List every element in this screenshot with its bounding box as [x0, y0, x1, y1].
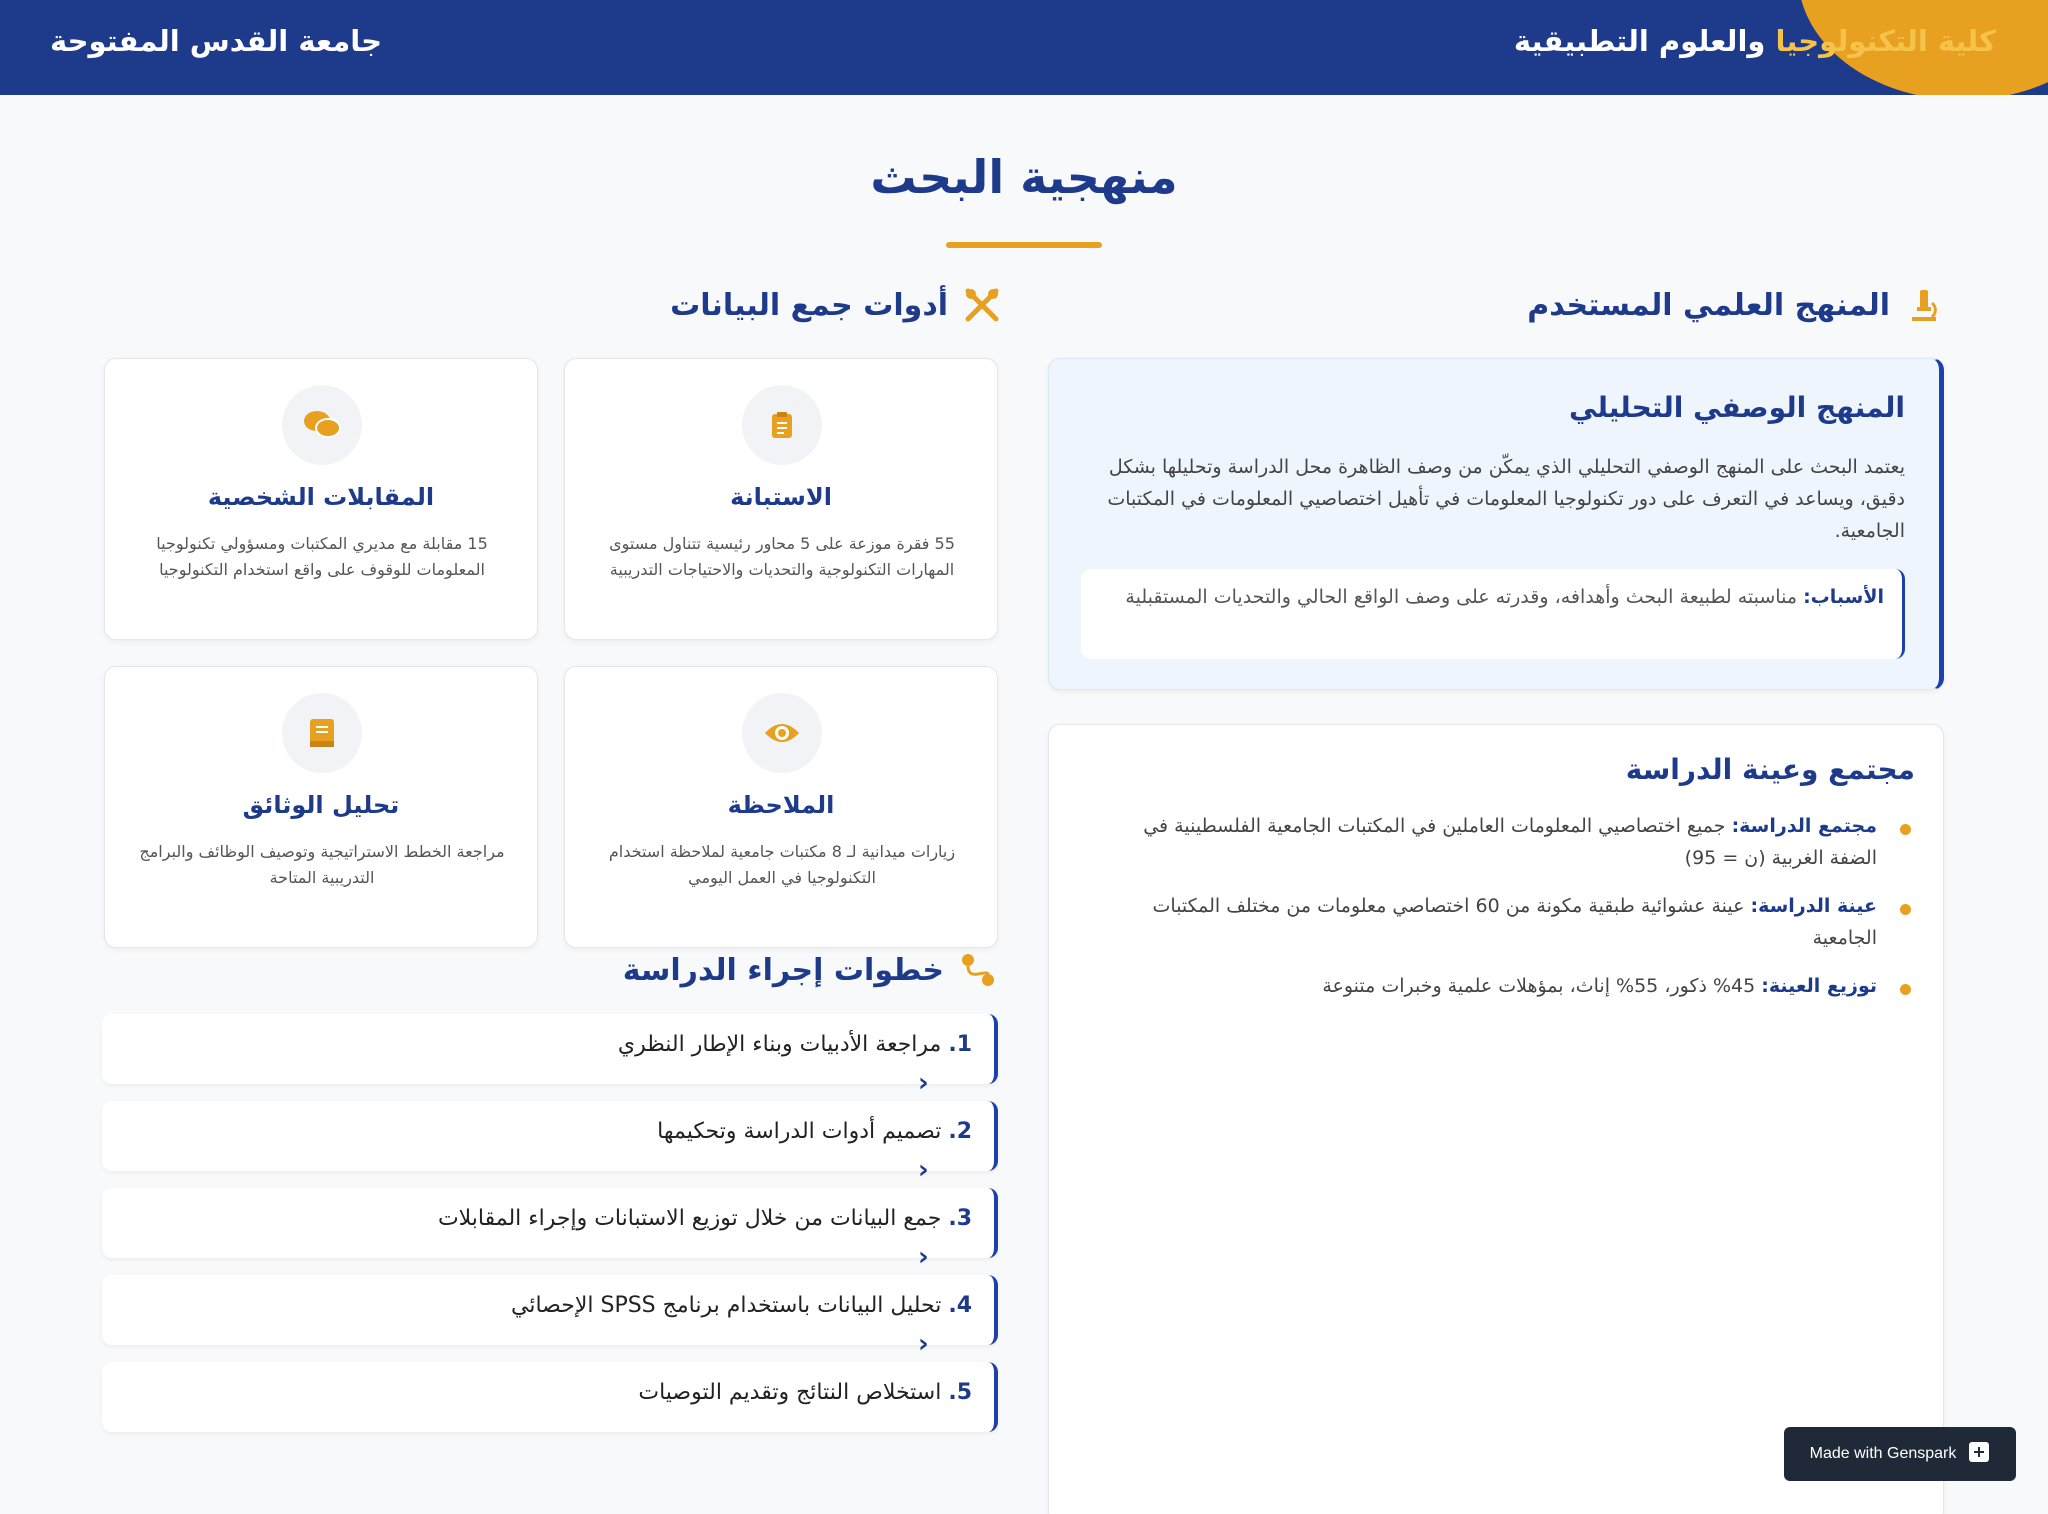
tool-title: المقابلات الشخصية	[207, 483, 435, 511]
reasons-label: الأسباب:	[1803, 586, 1884, 608]
item-label: توزيع العينة:	[1761, 975, 1877, 997]
step-text-wrap	[438, 1206, 972, 1231]
made-with-genspark-badge[interactable]	[1784, 1427, 2016, 1481]
chevron-down-icon: ‹	[918, 1242, 929, 1272]
methodology-section-title: المنهج العلمي المستخدم	[1527, 287, 1890, 323]
steps-section-heading	[623, 950, 998, 990]
step-text: مراجعة الأدبيات وبناء الإطار النظري	[617, 1032, 942, 1057]
step-number: 4.	[948, 1293, 972, 1318]
tools-section-heading	[670, 285, 1002, 325]
step-item-3	[102, 1188, 998, 1258]
tool-description: 55 فقرة موزعة على 5 محاور رئيسية تتناول مستوى المهارات التكنولوجية والتحديات والاحتياجات التدريبية	[609, 534, 955, 579]
population-list	[1105, 810, 1915, 1018]
step-number: 5.	[948, 1380, 972, 1405]
chevron-down-icon: ‹	[918, 1068, 929, 1098]
methodology-card	[1048, 358, 1944, 690]
tool-description: مراجعة الخطط الاستراتيجية وتوصيف الوظائف والبرامج التدريبية المتاحة	[139, 842, 505, 887]
top-header	[0, 0, 2048, 95]
step-text-wrap	[511, 1293, 972, 1318]
steps-section-title: خطوات إجراء الدراسة	[622, 952, 944, 988]
item-label: مجتمع الدراسة:	[1731, 815, 1877, 837]
methodology-description: يعتمد البحث على المنهج الوصفي التحليلي الذي يمكّن من وصف الظاهرة محل الدراسة وتحليلها بشكل دقيق، ويساعد في التعرف على دور تكنولوجيا المعلومات في تأهيل اختصاصيي المعلومات في المكتبات الجامعية.	[1107, 456, 1905, 542]
list-item	[1105, 890, 1915, 954]
step-item-1	[102, 1014, 998, 1084]
step-number: 3.	[948, 1206, 972, 1231]
tool-description: زيارات ميدانية لـ 8 مكتبات جامعية لملاحظة استخدام التكنولوجيا في العمل اليومي	[608, 842, 956, 887]
tool-card-questionnaire	[564, 358, 998, 640]
step-text: تصميم أدوات الدراسة وتحكيمها	[657, 1119, 942, 1144]
eye-icon	[742, 693, 822, 773]
step-item-5	[102, 1362, 998, 1432]
badge-label: Made with Genspark	[1809, 1445, 1957, 1462]
college-title	[1514, 24, 1996, 58]
tool-title: تحليل الوثائق	[242, 791, 400, 819]
item-text: 45% ذكور، 55% إناث، بمؤهلات علمية وخبرات متنوعة	[1322, 975, 1756, 997]
chevron-down-icon: ‹	[918, 1329, 929, 1359]
page-title: منهجية البحث	[870, 150, 1178, 204]
tool-title: الاستبانة	[730, 483, 832, 511]
tool-card-interviews	[104, 358, 538, 640]
chevron-down-icon: ‹	[918, 1155, 929, 1185]
genspark-icon	[1968, 1441, 1990, 1468]
step-number: 2.	[948, 1119, 972, 1144]
methodology-card-title: المنهج الوصفي التحليلي	[1568, 391, 1905, 424]
list-item	[1105, 970, 1915, 1002]
list-item	[1105, 810, 1915, 874]
reasons-text: مناسبته لطبيعة البحث وأهدافه، وقدرته على وصف الواقع الحالي والتحديات المستقبلية	[1125, 586, 1798, 608]
tool-card-documents	[104, 666, 538, 948]
methodology-section-heading	[1527, 285, 1944, 325]
tools-icon	[962, 285, 1002, 325]
step-text: استخلاص النتائج وتقديم التوصيات	[638, 1380, 942, 1405]
chat-icon	[282, 385, 362, 465]
college-title-rest: والعلوم التطبيقية	[1513, 24, 1766, 58]
population-card	[1048, 724, 1944, 1514]
step-number: 1.	[948, 1032, 972, 1057]
step-text: جمع البيانات من خلال توزيع الاستبانات وإجراء المقابلات	[437, 1206, 942, 1231]
population-title: مجتمع وعينة الدراسة	[1625, 753, 1915, 786]
reasons-box	[1081, 569, 1905, 659]
tools-section-title: أدوات جمع البيانات	[670, 287, 948, 323]
step-text-wrap	[657, 1119, 972, 1144]
step-text-wrap	[638, 1380, 972, 1405]
item-label: عينة الدراسة:	[1750, 895, 1877, 917]
tool-description: 15 مقابلة مع مديري المكتبات ومسؤولي تكنولوجيا المعلومات للوقوف على واقع استخدام التكنولوجيا	[156, 534, 488, 579]
college-title-highlight: كلية التكنولوجيا	[1775, 24, 1996, 58]
item-text: جميع اختصاصيي المعلومات العاملين في المكتبات الجامعية الفلسطينية في الضفة الغربية (ن = 95)	[1143, 815, 1877, 869]
microscope-icon	[1904, 285, 1944, 325]
tool-title: الملاحظة	[727, 791, 835, 819]
item-text: عينة عشوائية طبقية مكونة من 60 اختصاصي معلومات من مختلف المكتبات الجامعية	[1152, 895, 1877, 949]
route-icon	[958, 950, 998, 990]
clipboard-icon	[742, 385, 822, 465]
step-item-4	[102, 1275, 998, 1345]
step-item-2	[102, 1101, 998, 1171]
book-icon	[282, 693, 362, 773]
step-text-wrap	[618, 1032, 972, 1057]
title-underline	[946, 242, 1102, 248]
university-title: جامعة القدس المفتوحة	[50, 24, 383, 58]
step-text: تحليل البيانات باستخدام برنامج SPSS الإحصائي	[510, 1293, 942, 1318]
tool-card-observation	[564, 666, 998, 948]
